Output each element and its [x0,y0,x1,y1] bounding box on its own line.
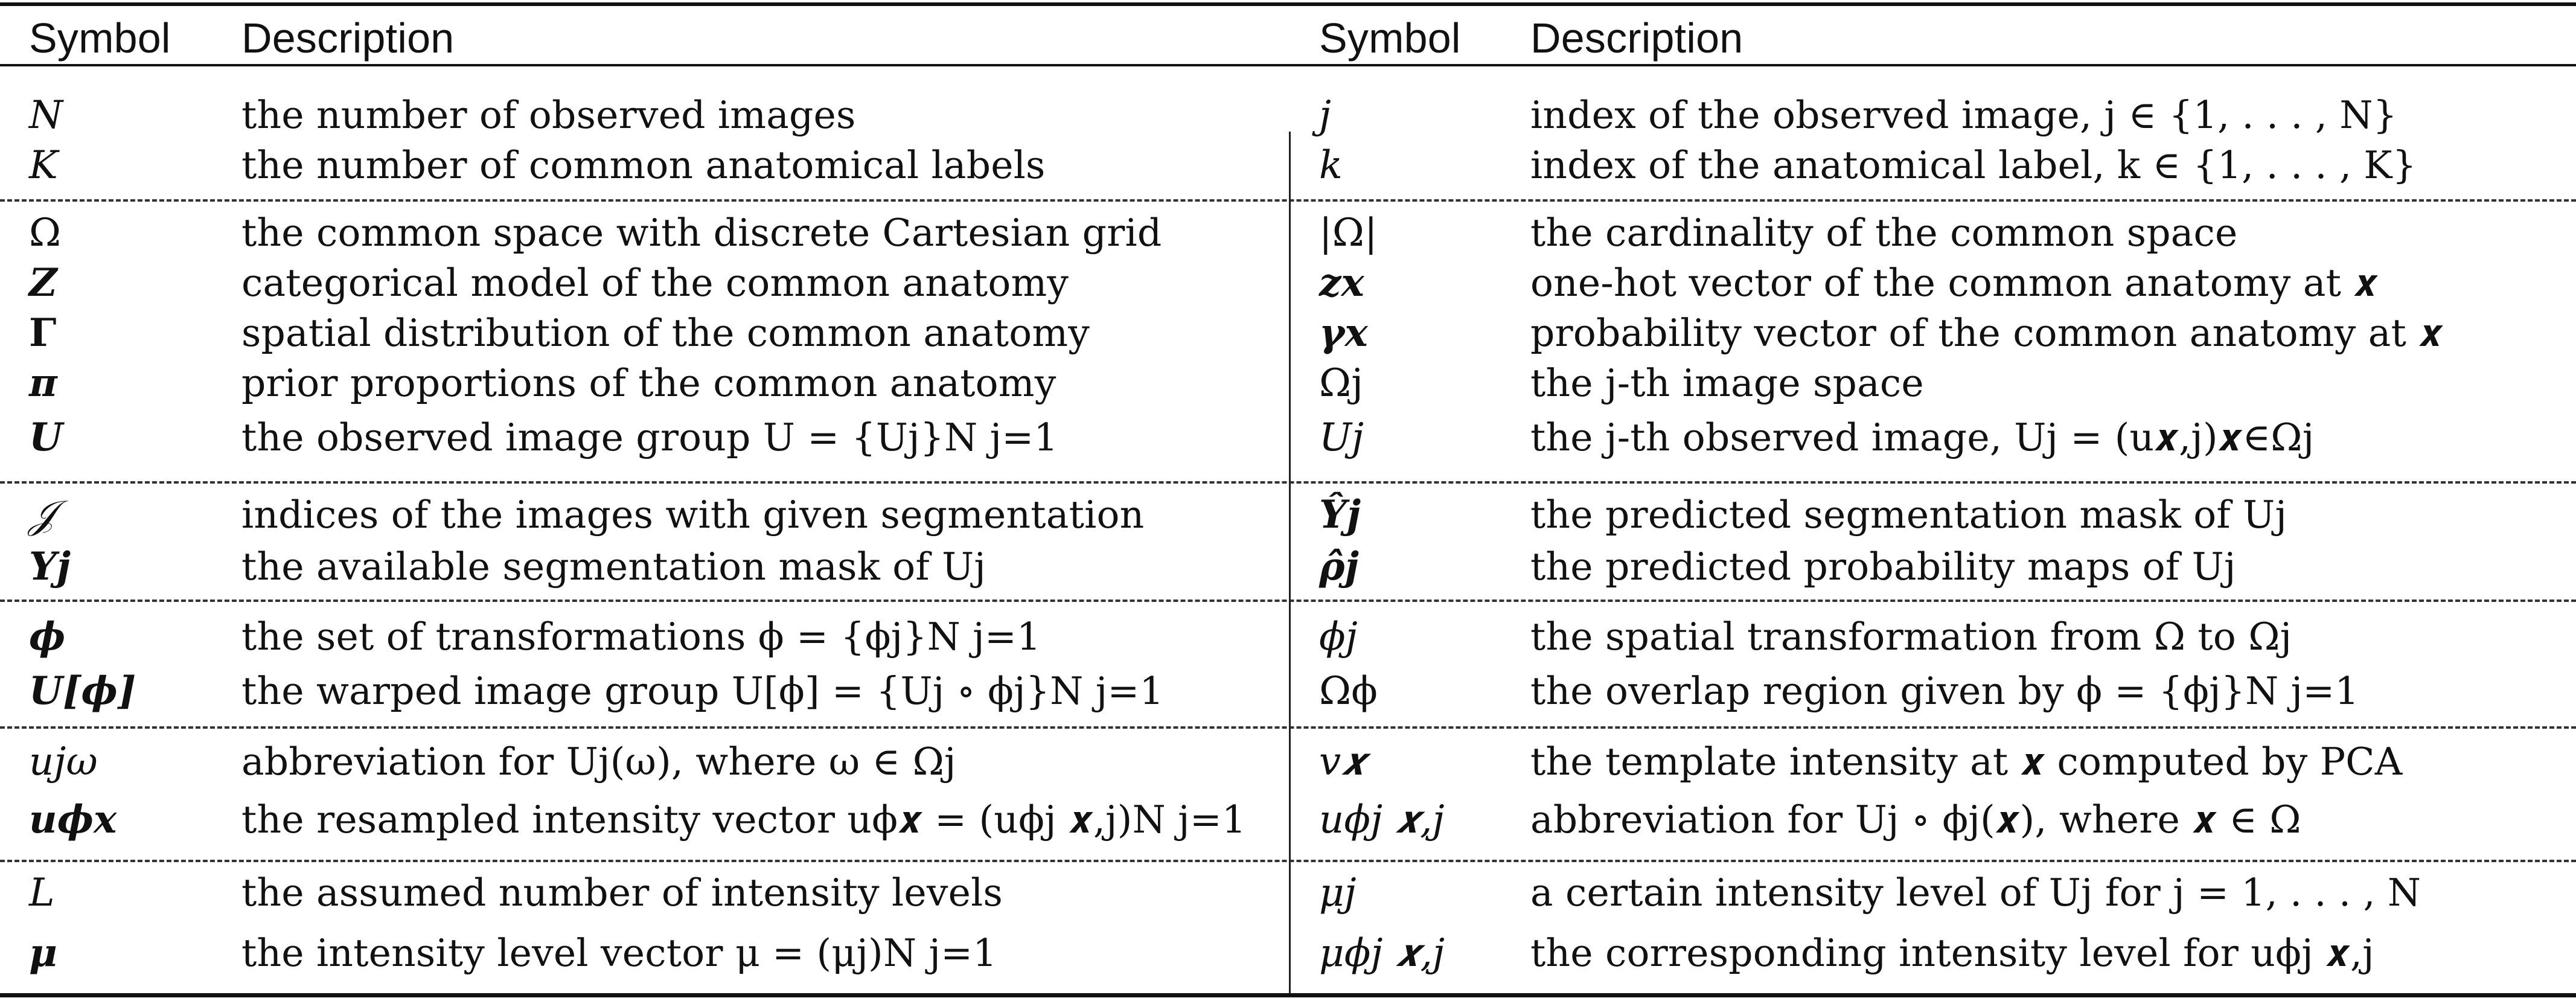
table-cell-description: probability vector of the common anatomy at 𝒙 [1530,311,2443,355]
table-cell-symbol: 𝒥 [29,493,56,537]
table-cell-description: the j-th image space [1530,361,1924,405]
table-top-rule [0,2,2576,6]
table-cell-description: the set of transformations ϕ = {ϕj}N j=1 [241,615,1041,659]
table-cell-description: indices of the images with given segmentation [241,493,1145,537]
table-cell-symbol: uϕj 𝒙,j [1319,798,1445,842]
table-cell-description: a certain intensity level of Uj for j = 1, . . . , N [1530,871,2421,915]
group-divider [0,600,2576,602]
table-cell-description: abbreviation for Uj ∘ ϕj(𝒙), where 𝒙 ∈ Ω [1530,798,2301,842]
group-divider [0,726,2576,729]
table-cell-symbol: π [29,360,58,406]
table-cell-description: the resampled intensity vector uϕ𝒙 = (uϕj 𝒙,j)N j=1 [241,798,1247,842]
table-cell-symbol: μϕj 𝒙,j [1319,931,1445,976]
table-cell-symbol: ujω [29,740,98,784]
table-cell-description: one-hot vector of the common anatomy at 𝒙 [1530,261,2379,305]
header-symbol-right: Symbol [1319,14,1461,62]
table-cell-symbol: k [1319,143,1343,188]
table-cell-symbol: L [29,871,55,915]
table-cell-symbol: Ωϕ [1319,669,1378,714]
table-cell-description: index of the anatomical label, k ∈ {1, . . . , K} [1530,143,2417,187]
table-cell-symbol: N [29,93,63,138]
table-cell-description: prior proportions of the common anatomy [241,361,1056,405]
table-cell-symbol: ρ̂j [1319,544,1360,589]
table-cell-symbol: Ŷj [1319,492,1361,537]
table-cell-description: the j-th observed image, Uj = (u𝒙,j)𝒙∈Ωj [1530,415,2315,459]
table-cell-symbol: Yj [29,544,71,589]
table-cell-description: the cardinality of the common space [1530,211,2238,255]
table-cell-description: the predicted segmentation mask of Uj [1530,493,2287,537]
table-cell-description: the assumed number of intensity levels [241,871,1003,915]
header-description-left: Description [241,14,455,62]
table-cell-symbol: j [1319,93,1332,138]
table-cell-symbol: Γ [29,310,57,356]
table-cell-symbol: Ωj [1319,361,1364,406]
table-cell-description: the corresponding intensity level for uϕj 𝒙,j [1530,931,2374,975]
table-cell-description: the observed image group U = {Uj}N j=1 [241,415,1058,459]
table-cell-symbol: |Ω| [1319,211,1378,255]
table-cell-description: the common space with discrete Cartesian grid [241,211,1162,255]
table-cell-description: spatial distribution of the common anatomy [241,311,1090,355]
group-divider [0,481,2576,484]
table-cell-symbol: v𝒙 [1319,740,1366,784]
table-cell-description: the overlap region given by ϕ = {ϕj}N j=1 [1530,669,2359,713]
table-cell-description: abbreviation for Uj(ω), where ω ∈ Ωj [241,740,956,784]
table-cell-symbol: Z [29,260,57,305]
table-cell-symbol: U [29,415,63,460]
group-divider [0,860,2576,862]
table-cell-symbol: U[ϕ] [29,668,136,714]
table-cell-symbol: Uj [1319,415,1364,460]
table-header-rule [0,64,2576,66]
table-cell-description: the warped image group U[ϕ] = {Uj ∘ ϕj}N j=1 [241,669,1164,713]
header-symbol-left: Symbol [29,14,171,62]
table-cell-symbol: μ [29,930,58,976]
table-cell-symbol: K [29,143,59,188]
table-cell-symbol: uϕ𝒙 [29,797,117,842]
table-cell-symbol: μj [1319,871,1357,915]
header-description-right: Description [1530,14,1743,62]
table-cell-description: the intensity level vector μ = (μj)N j=1 [241,931,997,975]
table-cell-symbol: Ω [29,211,62,255]
table-cell-symbol: ϕj [1319,615,1358,659]
column-divider [1289,132,1291,993]
table-cell-description: the number of common anatomical labels [241,143,1046,187]
table-cell-description: index of the observed image, j ∈ {1, . . . , N} [1530,93,2397,137]
table-cell-symbol: γ𝒙 [1319,310,1368,356]
table-cell-description: the predicted probability maps of Uj [1530,545,2236,589]
table-cell-symbol: ϕ [29,614,66,659]
table-bottom-rule [0,993,2576,997]
table-cell-description: the available segmentation mask of Uj [241,545,986,589]
table-cell-description: the number of observed images [241,93,856,137]
group-divider [0,199,2576,202]
table-cell-description: categorical model of the common anatomy [241,261,1069,305]
table-cell-symbol: z𝒙 [1319,260,1364,305]
table-cell-description: the spatial transformation from Ω to Ωj [1530,615,2292,659]
table-cell-description: the template intensity at 𝒙 computed by PCA [1530,740,2403,784]
